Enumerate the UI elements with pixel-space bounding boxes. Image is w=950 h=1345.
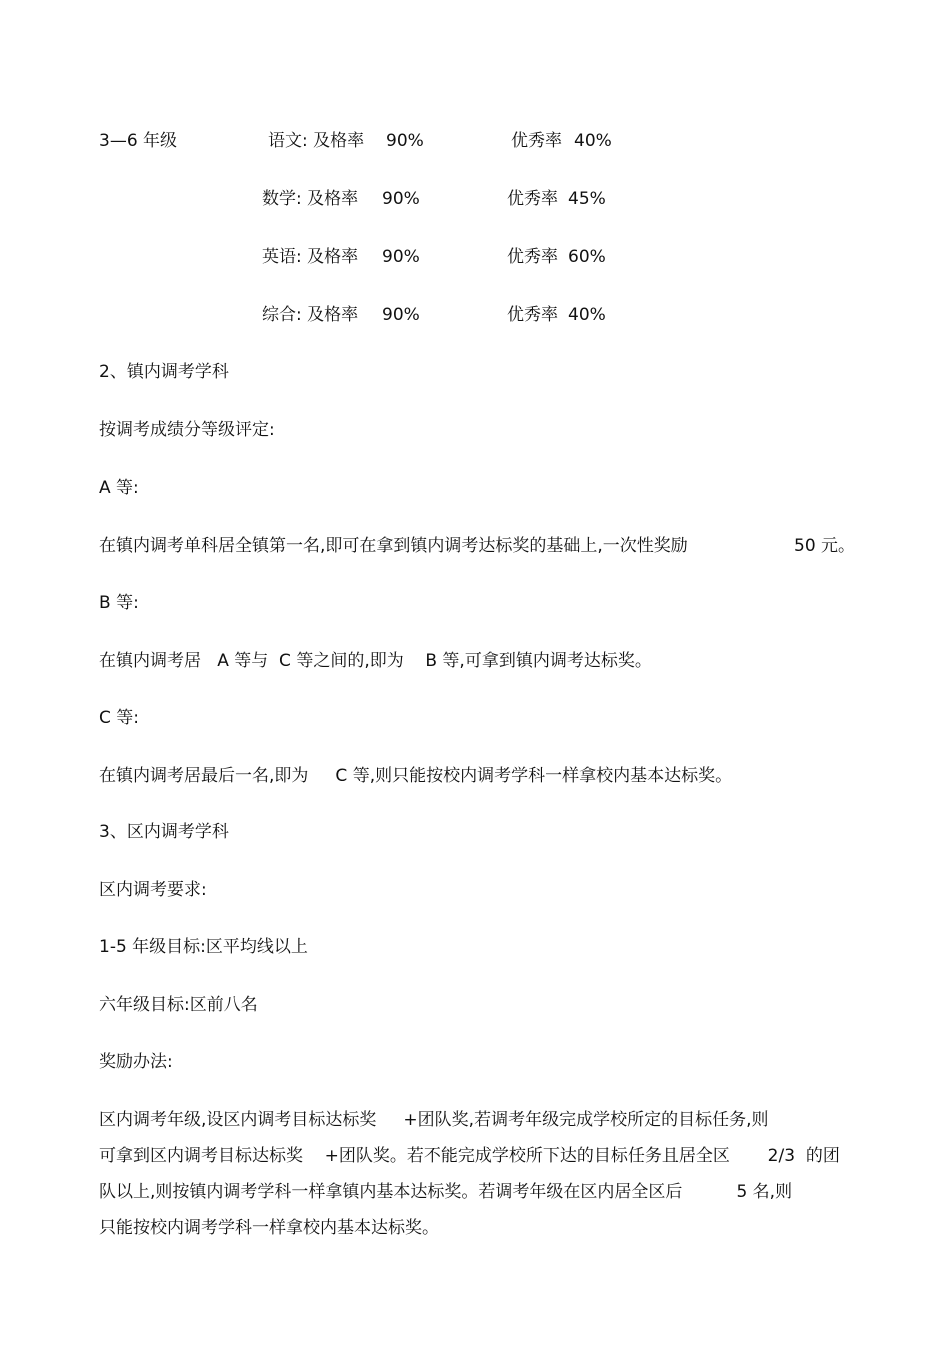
grade-label: 3—6 年级 <box>99 131 178 151</box>
target-row-subject-comprehensive: 综合: 及格率 <box>262 305 359 325</box>
reward-line: 可拿到区内调考目标达标奖 +团队奖。若不能完成学校所下达的目标任务且居全区 2/3 的团 <box>99 1146 840 1166</box>
target-row-excel-comprehensive: 40% <box>568 305 606 325</box>
grade-c-text: 在镇内调考居最后一名,即为 C 等,则只能按校内调考学科一样拿校内基本达标奖。 <box>99 766 733 786</box>
target-row-excel-english: 60% <box>568 247 606 267</box>
goal-grade-6: 六年级目标:区前八名 <box>99 995 258 1015</box>
target-row-subject-english: 英语: 及格率 <box>262 247 359 267</box>
target-row-pass-math: 90% <box>382 189 420 209</box>
reward-line: 只能按校内调考学科一样拿校内基本达标奖。 <box>99 1218 439 1238</box>
target-row-subject-math: 数学: 及格率 <box>262 189 359 209</box>
section3-requirement-label: 区内调考要求: <box>99 880 207 900</box>
grade-a-text: 在镇内调考单科居全镇第一名,即可在拿到镇内调考达标奖的基础上,一次性奖励 <box>99 536 688 556</box>
target-row-pass-english: 90% <box>382 247 420 267</box>
reward-paragraph <box>99 1102 851 1246</box>
section2-intro: 按调考成绩分等级评定: <box>99 420 275 440</box>
target-row-pass-comprehensive: 90% <box>382 305 420 325</box>
reward-line: 区内调考年级,设区内调考目标达标奖 +团队奖,若调考年级完成学校所定的目标任务,则 <box>99 1110 769 1130</box>
grade-c-label: C 等: <box>99 708 140 728</box>
target-row-excel-label-comprehensive: 优秀率 <box>507 305 558 325</box>
reward-method-label: 奖励办法: <box>99 1052 173 1072</box>
target-row-excel-math: 45% <box>568 189 606 209</box>
grade-a-amount: 50 元。 <box>794 536 856 556</box>
target-row-excel-label-chinese: 优秀率 <box>511 131 562 151</box>
target-row-pass-chinese: 90% <box>386 131 424 151</box>
section2-heading: 2、镇内调考学科 <box>99 362 229 382</box>
section3-heading: 3、区内调考学科 <box>99 822 229 842</box>
target-row-excel-chinese: 40% <box>574 131 612 151</box>
target-row-excel-label-math: 优秀率 <box>507 189 558 209</box>
grade-b-text: 在镇内调考居 A 等与 C 等之间的,即为 B 等,可拿到镇内调考达标奖。 <box>99 651 652 671</box>
grade-a-label: A 等: <box>99 478 139 498</box>
reward-line: 队以上,则按镇内调考学科一样拿镇内基本达标奖。若调考年级在区内居全区后 5 名,则 <box>99 1182 793 1202</box>
goal-grades-1-5: 1-5 年级目标:区平均线以上 <box>99 937 308 957</box>
target-row-subject-chinese: 语文: 及格率 <box>268 131 365 151</box>
target-row-excel-label-english: 优秀率 <box>507 247 558 267</box>
grade-b-label: B 等: <box>99 593 139 613</box>
